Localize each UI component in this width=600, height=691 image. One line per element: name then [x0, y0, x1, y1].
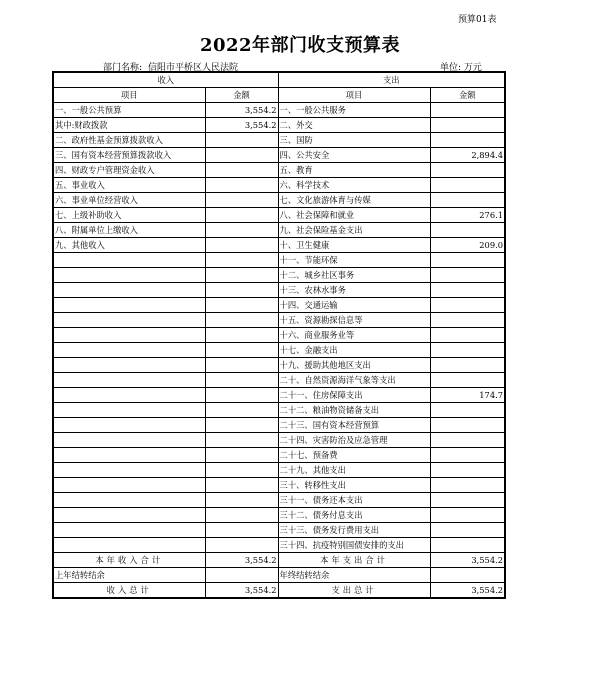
expense-item-cell: 十七、金融支出 — [278, 343, 430, 358]
income-amount-cell — [205, 223, 278, 238]
income-item-cell: 三、国有资本经营预算拨款收入 — [53, 148, 205, 163]
expense-amount-cell: 276.1 — [430, 208, 505, 223]
expense-item-cell: 三十二、债务付息支出 — [278, 508, 430, 523]
table-row — [53, 268, 505, 283]
expense-amount-cell — [430, 418, 505, 433]
expense-item-cell: 三、国防 — [278, 133, 430, 148]
income-item-cell — [53, 493, 205, 508]
carryover-in-label: 上年结转结余 — [53, 568, 205, 583]
income-grand-value: 3,554.2 — [205, 583, 278, 599]
expense-amount-cell — [430, 178, 505, 193]
table-row — [53, 478, 505, 493]
carryover-in-value — [205, 568, 278, 583]
table-row — [53, 193, 505, 208]
table-row — [53, 508, 505, 523]
income-item-cell — [53, 268, 205, 283]
expense-item-cell: 六、科学技术 — [278, 178, 430, 193]
expense-amount-cell — [430, 358, 505, 373]
income-item-cell — [53, 373, 205, 388]
income-amount-cell — [205, 328, 278, 343]
income-amount-cell — [205, 373, 278, 388]
expense-item-cell: 十四、交通运输 — [278, 298, 430, 313]
income-amount-cell — [205, 418, 278, 433]
expense-item-cell: 十二、城乡社区事务 — [278, 268, 430, 283]
expense-amount-cell — [430, 493, 505, 508]
form-id: 预算01表 — [458, 15, 497, 25]
table-row — [53, 208, 505, 223]
table-row — [53, 328, 505, 343]
expense-item-cell: 三十三、债务发行费用支出 — [278, 523, 430, 538]
expense-item-cell: 七、文化旅游体育与传媒 — [278, 193, 430, 208]
table-row — [53, 388, 505, 403]
income-amount-cell — [205, 523, 278, 538]
table-row — [53, 538, 505, 553]
table-row — [53, 358, 505, 373]
table-row — [53, 223, 505, 238]
expense-amount-cell: 2,894.4 — [430, 148, 505, 163]
table-row — [53, 433, 505, 448]
carryover-row — [53, 568, 505, 583]
expense-item-cell: 二十三、国有资本经营预算 — [278, 418, 430, 433]
income-item-cell — [53, 478, 205, 493]
expense-amount-cell — [430, 103, 505, 118]
income-amount-cell — [205, 388, 278, 403]
expense-item-cell: 八、社会保障和就业 — [278, 208, 430, 223]
department-label: 部门名称: — [103, 63, 143, 73]
expense-amount-cell — [430, 343, 505, 358]
expense-item-cell: 九、社会保险基金支出 — [278, 223, 430, 238]
income-amount-cell — [205, 313, 278, 328]
income-section-header: 收入 — [53, 72, 278, 88]
grand-total-row — [53, 583, 505, 599]
table-row — [53, 298, 505, 313]
table-row — [53, 163, 505, 178]
income-item-cell — [53, 298, 205, 313]
expense-section-header: 支出 — [278, 72, 505, 88]
income-amount-cell — [205, 433, 278, 448]
income-item-cell: 二、政府性基金预算拨款收入 — [53, 133, 205, 148]
table-row — [53, 418, 505, 433]
expense-item-cell: 四、公共安全 — [278, 148, 430, 163]
income-item-cell: 七、上级补助收入 — [53, 208, 205, 223]
expense-item-cell: 十九、援助其他地区支出 — [278, 358, 430, 373]
income-item-cell — [53, 448, 205, 463]
expense-amount-cell — [430, 253, 505, 268]
income-item-cell: 其中:财政拨款 — [53, 118, 205, 133]
column-header-row — [53, 88, 505, 103]
table-row — [53, 343, 505, 358]
expense-amount-cell — [430, 118, 505, 133]
table-row — [53, 148, 505, 163]
income-item-cell: 八、附属单位上缴收入 — [53, 223, 205, 238]
income-amount-cell — [205, 133, 278, 148]
expense-amount-cell — [430, 508, 505, 523]
table-row — [53, 118, 505, 133]
expense-item-cell: 二、外交 — [278, 118, 430, 133]
income-item-cell — [53, 388, 205, 403]
table-row — [53, 373, 505, 388]
income-item-header: 项目 — [53, 88, 205, 103]
expense-amount-cell — [430, 223, 505, 238]
page-title: 2022年部门收支预算表 — [199, 35, 401, 56]
expense-item-cell: 三十、转移性支出 — [278, 478, 430, 493]
income-amount-cell — [205, 238, 278, 253]
income-total-value: 3,554.2 — [205, 553, 278, 568]
expense-amount-cell — [430, 373, 505, 388]
expense-total-label: 本年支出合计 — [278, 553, 430, 568]
table-row — [53, 103, 505, 118]
expense-item-cell: 二十七、预备费 — [278, 448, 430, 463]
table-row — [53, 238, 505, 253]
income-total-label: 本年收入合计 — [53, 553, 205, 568]
expense-item-cell: 二十九、其他支出 — [278, 463, 430, 478]
section-header-row — [53, 72, 505, 88]
income-amount-header: 金额 — [205, 88, 278, 103]
expense-item-cell: 十六、商业服务业等 — [278, 328, 430, 343]
income-amount-cell: 3,554.2 — [205, 103, 278, 118]
income-amount-cell — [205, 403, 278, 418]
expense-total-value: 3,554.2 — [430, 553, 505, 568]
income-amount-cell — [205, 298, 278, 313]
expense-amount-cell — [430, 163, 505, 178]
income-item-cell — [53, 418, 205, 433]
expense-amount-cell — [430, 133, 505, 148]
income-amount-cell — [205, 283, 278, 298]
income-amount-cell — [205, 178, 278, 193]
expense-item-cell: 十五、资源勘探信息等 — [278, 313, 430, 328]
income-amount-cell — [205, 538, 278, 553]
income-item-cell — [53, 358, 205, 373]
expense-amount-cell — [430, 478, 505, 493]
expense-item-cell: 十一、节能环保 — [278, 253, 430, 268]
expense-amount-cell — [430, 328, 505, 343]
income-item-cell — [53, 283, 205, 298]
income-amount-cell — [205, 148, 278, 163]
expense-amount-cell — [430, 523, 505, 538]
expense-amount-cell — [430, 283, 505, 298]
income-grand-label: 收入总计 — [53, 583, 205, 599]
income-amount-cell — [205, 268, 278, 283]
income-item-cell — [53, 463, 205, 478]
expense-item-cell: 一、一般公共服务 — [278, 103, 430, 118]
income-item-cell: 四、财政专户管理资金收入 — [53, 163, 205, 178]
expense-amount-cell — [430, 448, 505, 463]
income-amount-cell — [205, 463, 278, 478]
carryover-out-value — [430, 568, 505, 583]
income-item-cell — [53, 403, 205, 418]
table-row — [53, 313, 505, 328]
unit-label: 单位: 万元 — [440, 63, 482, 73]
income-item-cell — [53, 523, 205, 538]
expense-item-header: 项目 — [278, 88, 430, 103]
income-item-cell: 一、一般公共预算 — [53, 103, 205, 118]
expense-item-cell: 十、卫生健康 — [278, 238, 430, 253]
income-item-cell — [53, 508, 205, 523]
expense-item-cell: 十三、农林水事务 — [278, 283, 430, 298]
income-item-cell: 五、事业收入 — [53, 178, 205, 193]
expense-amount-cell — [430, 403, 505, 418]
income-item-cell — [53, 343, 205, 358]
budget-table — [52, 71, 506, 599]
expense-amount-cell — [430, 463, 505, 478]
income-amount-cell — [205, 478, 278, 493]
income-amount-cell — [205, 493, 278, 508]
table-row — [53, 493, 505, 508]
expense-amount-cell — [430, 313, 505, 328]
department-value: 信阳市平桥区人民法院 — [148, 63, 239, 73]
income-item-cell — [53, 313, 205, 328]
expense-amount-cell — [430, 193, 505, 208]
income-item-cell: 九、其他收入 — [53, 238, 205, 253]
income-item-cell — [53, 328, 205, 343]
table-row — [53, 463, 505, 478]
income-amount-cell — [205, 358, 278, 373]
expense-grand-label: 支出总计 — [278, 583, 430, 599]
table-row — [53, 283, 505, 298]
expense-grand-value: 3,554.2 — [430, 583, 505, 599]
income-amount-cell — [205, 448, 278, 463]
expense-amount-cell: 209.0 — [430, 238, 505, 253]
income-amount-cell — [205, 163, 278, 178]
carryover-out-label: 年终结转结余 — [278, 568, 430, 583]
table-row — [53, 403, 505, 418]
table-row — [53, 523, 505, 538]
income-item-cell — [53, 433, 205, 448]
expense-amount-cell: 174.7 — [430, 388, 505, 403]
income-item-cell — [53, 538, 205, 553]
income-amount-cell — [205, 343, 278, 358]
expense-amount-cell — [430, 298, 505, 313]
income-amount-cell: 3,554.2 — [205, 118, 278, 133]
annual-total-row — [53, 553, 505, 568]
income-amount-cell — [205, 253, 278, 268]
expense-item-cell: 二十、自然资源海洋气象等支出 — [278, 373, 430, 388]
table-row — [53, 133, 505, 148]
expense-amount-cell — [430, 538, 505, 553]
income-amount-cell — [205, 208, 278, 223]
expense-item-cell: 三十一、债务还本支出 — [278, 493, 430, 508]
expense-amount-header: 金额 — [430, 88, 505, 103]
income-item-cell: 六、事业单位经营收入 — [53, 193, 205, 208]
table-row — [53, 253, 505, 268]
expense-item-cell: 五、教育 — [278, 163, 430, 178]
income-item-cell — [53, 253, 205, 268]
expense-item-cell: 二十一、住房保障支出 — [278, 388, 430, 403]
income-amount-cell — [205, 508, 278, 523]
table-row — [53, 178, 505, 193]
expense-item-cell: 二十二、粮油物资储备支出 — [278, 403, 430, 418]
income-amount-cell — [205, 193, 278, 208]
budget-body — [53, 103, 505, 553]
expense-item-cell: 二十四、灾害防治及应急管理 — [278, 433, 430, 448]
table-row — [53, 448, 505, 463]
expense-item-cell: 三十四、抗疫特别国债安排的支出 — [278, 538, 430, 553]
expense-amount-cell — [430, 268, 505, 283]
expense-amount-cell — [430, 433, 505, 448]
